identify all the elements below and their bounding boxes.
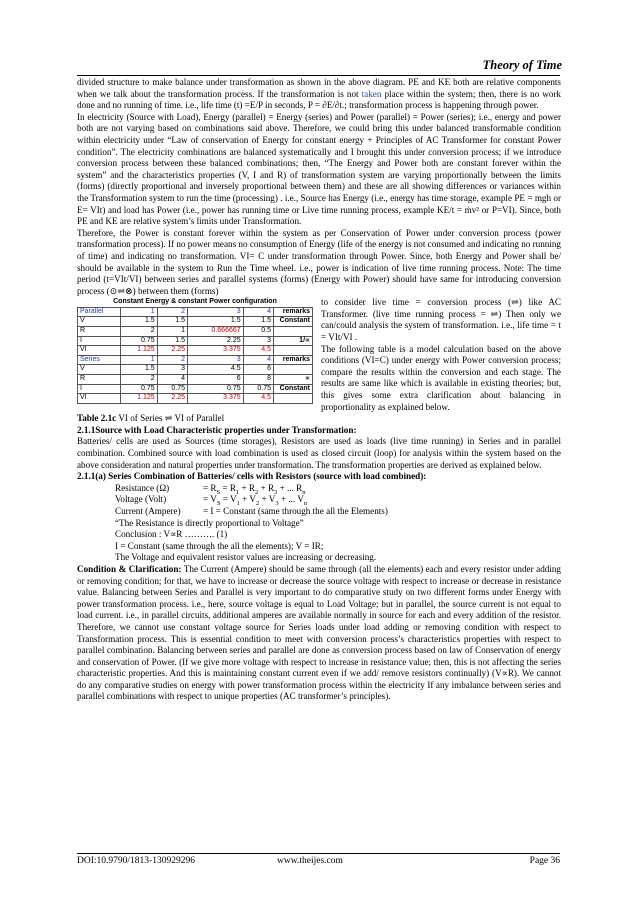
header-rule — [77, 75, 560, 76]
remark-cell: Constant — [274, 384, 313, 394]
value-cell: 1.5 — [121, 317, 158, 327]
row-label-cell: Parallel — [78, 307, 121, 317]
condition-text: The Current (Ampere) should be same through (all the elements) each and every resistor under adding or removing condition; for that, we have to increase or decrease the source voltage with respect to increase or decrease in resistance value. Balancing between Series and Parallel is very important to do comparative study on two different forms under Energy with power transformation process. i.e., here, source voltage is equal to Load Voltage; but in parallel, the source current is not equal to load current. i.e., in parallel circuits, additional amperes are available normally in source for each and every addition of the resistor. Therefore, we cannot use constant voltage source for Series loads under load adding or removing condition with respect to Transformation process. This is essential condition to meet with conversion process’s characteristics properties with respect to parallel combination. Balancing between series and parallel are done as conversion process based on law of Conservation of energy and conservation of Power. (If we give more voltage with respect to increase in resistance value; then, this is not affecting the series characteristic properties. And this is maintaining constant current even if we add/ remove resistors continually) (V∝R). We cannot do any comparative studies on energy with power transformation process within the electricity If any imbalance between series and parallel combinations with respect to unique properties (AC transformer’s principles). — [77, 563, 561, 702]
equation-current — [77, 506, 561, 518]
value-cell: 4 — [157, 375, 187, 385]
value-cell: 3.375 — [187, 346, 243, 356]
condition-paragraph — [77, 564, 561, 703]
table-row — [78, 317, 313, 327]
value-cell: 1 — [121, 307, 158, 317]
section-body-2-1-1: Batteries/ cells are used as Sources (time storages), Resistors are used as loads (live time running) in Series and in parallel combination. Combined source with load combination is used as closed circuit (loop) for analysis within the system based on the above consideration and natural properties under transformation. The transformation properties are derived as explained below. — [77, 436, 561, 470]
value-cell: 2.25 — [157, 346, 187, 356]
table-title-row — [78, 298, 313, 307]
article-body — [77, 77, 561, 703]
doi-text: DOI:10.9790/1813-130929296 — [77, 856, 195, 866]
remark-cell: 1/∝ — [274, 336, 313, 346]
equation-value: = I = Constant (same through the all the Elements) — [203, 505, 388, 516]
value-cell: 3.375 — [187, 394, 243, 404]
value-cell: 3 — [243, 336, 273, 346]
table-row — [78, 336, 313, 346]
row-label-cell: R — [78, 327, 121, 337]
proportionality-quote: “The Resistance is directly proportional to Voltage” — [115, 517, 304, 528]
value-cell: 6 — [243, 365, 273, 375]
value-cell: 1 — [157, 327, 187, 337]
value-cell: 1.5 — [157, 317, 187, 327]
journal-website: www.theijes.com — [277, 856, 343, 866]
value-cell: 6 — [187, 375, 243, 385]
equation-label: Resistance (Ω) — [115, 482, 170, 493]
value-cell: 1.125 — [121, 394, 158, 404]
value-cell: 2.25 — [187, 336, 243, 346]
row-label-cell: VI — [78, 394, 121, 404]
configuration-table — [77, 298, 313, 404]
value-cell: 4 — [243, 355, 273, 365]
value-cell: 0.666667 — [187, 327, 243, 337]
table-caption-label: Table 2.1c — [77, 413, 117, 424]
value-cell: 2 — [121, 327, 158, 337]
value-cell: 4 — [243, 307, 273, 317]
row-label-cell: R — [78, 375, 121, 385]
value-cell: 3 — [187, 307, 243, 317]
remark-cell — [274, 327, 313, 337]
value-cell: 1.5 — [187, 317, 243, 327]
value-cell: 3 — [187, 355, 243, 365]
value-cell: 0.75 — [121, 384, 158, 394]
equation-resistance: Resistance $(\Omega) = R_S = R_1 + R_2 + R_3$ + ... $R_n$ — [115, 482, 306, 496]
value-cell: 2 — [121, 375, 158, 385]
table-title: Constant Energy & constant Power configuration — [113, 298, 277, 306]
value-cell: 2.25 — [157, 394, 187, 404]
equation-label: Current (Ampere) — [115, 505, 181, 516]
running-header: Theory of Time — [482, 58, 562, 72]
row-label-cell: VI — [78, 346, 121, 356]
value-cell: 4.5 — [243, 394, 273, 404]
row-label-cell: I — [78, 336, 121, 346]
condition-label: Condition & Clarification: — [77, 563, 182, 574]
value-cell: 2 — [157, 307, 187, 317]
table-row — [78, 365, 313, 375]
paragraph-1-text-b: place within the system; then, there is no work done and no running of time. i.e., life time (t) =E/P in seconds, P = ∂E/∂t.; transformation process is happening through power. — [77, 88, 561, 111]
value-cell: 2 — [157, 355, 187, 365]
value-cell: 3 — [157, 365, 187, 375]
value-cell: 0.75 — [157, 384, 187, 394]
equation-label: Voltage (Volt) — [115, 494, 167, 505]
paragraph-1-text-a: divided structure to make balance under transformation as shown in the above diagram. PE and KE both are relative components when we talk about the transformation process. If the transformation is not — [77, 77, 561, 99]
value-cell: 1.5 — [157, 336, 187, 346]
paragraph-2: In electricity (Source with Load), Energy (parallel) = Energy (series) and Power (parallel) = Power (series); i.e., energy and power both are not varying based on combinations said above. Therefore, we could bring this under balanced transformable condition within electricity under “Law of conservation of Energy for constant energy + Principles of AC Transformer for constant Power condition”. The electricity combinations are balanced systematically and I brought this under conversion process; if we introduce conversion process between these balanced combinations; then, “The Energy and Power both are constant forever within the system” and the characteristics properties (V, I and R) of transformation system are varying proportionally between the limits (forms) (directly proportional and inversely proportional between them) and these are all showing differences or variances within the Transformation system to run the time (processing) . i.e., Source has Energy (i.e., energy has time storage, example PE = mgh or E= VIt) and load has Power (i.e., power has running time or Live time running process, example KE/t = ṁv² or P=VI). Since, both PE and KE are relative system’s limits under Transformation. — [77, 111, 561, 227]
table-row — [78, 307, 313, 317]
table-caption — [77, 413, 561, 425]
value-cell: 4.5 — [187, 365, 243, 375]
value-cell: 8 — [243, 375, 273, 385]
footer-rule — [77, 853, 560, 854]
table-row — [78, 346, 313, 356]
table-row — [78, 327, 313, 337]
paragraph-3-wrap: to consider live time = conversion process (⇌) like AC Transformer. (live time running process = ⇌) Then only we can/could analysis the system of transformation. i.e., life time = t = VIt/VI . — [321, 297, 561, 343]
section-heading-2-1-1: 2.1.1Source with Load Characteristic properties under Transformation: — [77, 424, 357, 435]
table-row — [78, 394, 313, 404]
paragraph-3: Therefore, the Power is constant forever within the system as per Conservation of Power under conversion process (power transformation process). If no power means no consumption of Energy (life of the energy is not consumed and indicating no running of time) and indicating no transformation. VI= C under transformation through Power. Since, both Energy and Power shall be/ should be available in the system to Run the Time wheel. i.e., power is indication of live time running process. Note: The time period (t=VIt/VI) between series and parallel systems (forms) (Energy with Power) should have same for introducing conversion process (⊙⇌⊗) between them (forms) — [77, 227, 561, 296]
value-cell: 1.125 — [121, 346, 158, 356]
value-cell: 1 — [121, 355, 158, 365]
row-label-cell: V — [78, 365, 121, 375]
value-cell: 0.75 — [243, 384, 273, 394]
paragraph-4: The following table is a model calculation based on the above conditions (VI=C) under energy with Power conversion process; compare the results within the conversion and each stage. The results are same like which is available in existing theories; but, this gives some extra clarification about balancing in proportionality as explained below. — [321, 343, 561, 412]
value-cell: 1.5 — [243, 317, 273, 327]
remark-cell — [274, 346, 313, 356]
conclusion-line: Conclusion : V∝R ………. (1) — [115, 529, 228, 540]
remark-cell: Constant — [274, 317, 313, 327]
row-label-cell: Series — [78, 355, 121, 365]
configuration-table-block — [77, 298, 313, 404]
row-label-cell: V — [78, 317, 121, 327]
table-row — [78, 375, 313, 385]
remark-cell — [274, 394, 313, 404]
paragraph-1 — [77, 77, 561, 112]
table-row — [78, 355, 313, 365]
remark-cell: remarks — [274, 307, 313, 317]
equation-value: = R — [203, 482, 217, 493]
value-cell: 0.75 — [121, 336, 158, 346]
voltage-resistance-line: The Voltage and equivalent resistor values are increasing or decreasing. — [115, 552, 377, 563]
highlighted-word: taken — [361, 88, 382, 99]
equation-voltage: Voltage (Volt) = $V_S = V_1 + V_2 + V_3$ + ... $V_n$ — [115, 494, 308, 508]
value-cell: 0.75 — [187, 384, 243, 394]
section-heading-2-1-1a: 2.1.1(a) Series Combination of Batteries/ cells with Resistors (source with load combined): — [77, 471, 427, 482]
value-cell: 4.5 — [243, 346, 273, 356]
value-cell: 1.5 — [121, 365, 158, 375]
value-cell: 0.5 — [243, 327, 273, 337]
remark-cell — [274, 365, 313, 375]
remark-cell: remarks — [274, 355, 313, 365]
remark-cell: ∝ — [274, 375, 313, 385]
table-row — [78, 384, 313, 394]
row-label-cell: I — [78, 384, 121, 394]
page-number: Page 36 — [529, 856, 560, 866]
table-caption-text: VI of Series ⇌ VI of Parallel — [116, 413, 225, 424]
current-constant-line: I = Constant (same through the all the elements); V = IR; — [115, 540, 324, 551]
